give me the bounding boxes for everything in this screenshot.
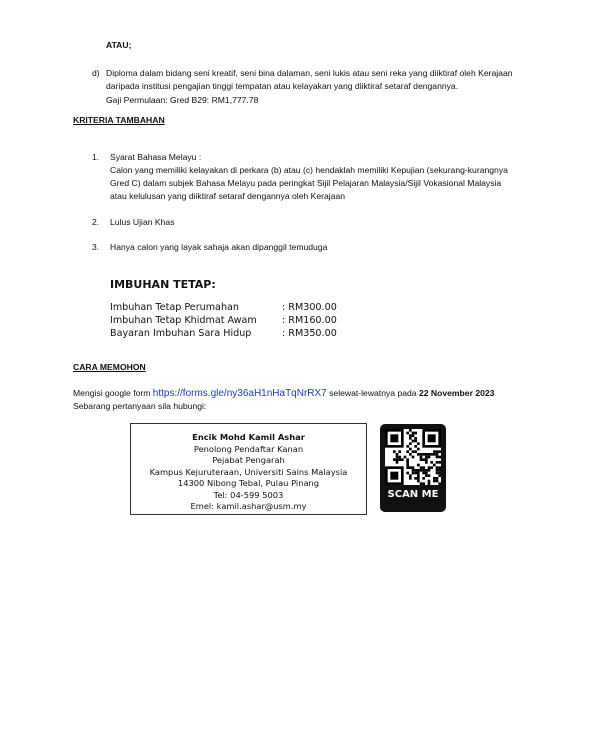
cara-line1 [73, 387, 494, 400]
cara-middle: selewat-lewatnya pada [326, 388, 419, 398]
deadline: 22 November 2023 [418, 388, 495, 398]
contact-line: Penolong Pendaftar Kanan [193, 443, 304, 454]
atau-text: ATAU; [106, 40, 132, 50]
cara-prefix: Mengisi google form [73, 388, 153, 398]
contact-phone: Tel: 04-599 5003 [213, 489, 284, 500]
kriteria-heading: KRITERIA TAMBAHAN [73, 115, 165, 125]
item-d-line: daripada institusi pengajian tinggi tempatan atau kelayakan yang diiktiraf setaraf dengannya. [106, 81, 459, 91]
list-number: 1. [92, 152, 100, 162]
qr-pattern-icon [385, 429, 441, 485]
contact-email[interactable]: Emel: kamil.ashar@usm.my [190, 501, 307, 511]
list-item: Lulus Ujian Khas [110, 217, 175, 227]
cara-heading: CARA MEMOHON [73, 362, 146, 372]
contact-box [130, 423, 367, 515]
list-number: 2. [92, 217, 100, 227]
list-item: Hanya calon yang layak sahaja akan dipanggil temuduga [110, 242, 328, 252]
contact-line: Pejabat Pengarah [212, 455, 285, 465]
list-item: Gred C) dalam subjek Bahasa Melayu pada peringkat Sijil Pelajaran Malaysia/Sijil Vokasional Malaysia [110, 178, 502, 188]
scan-me-label: SCAN ME [387, 489, 439, 500]
list-item: Syarat Bahasa Melayu : [110, 152, 202, 162]
imbuhan-label: Bayaran Imbuhan Sara Hidup [110, 328, 252, 339]
contact-line: 14300 Nibong Tebal, Pulau Pinang [177, 478, 320, 488]
imbuhan-value: : RM350.00 [282, 328, 337, 339]
contact-name: Encik Mohd Kamil Ashar [192, 432, 305, 442]
item-d-salary: Gaji Permulaan: Gred B29: RM1,777.78 [106, 95, 259, 105]
google-form-link[interactable]: https://forms.gle/ny36aH1nHaTqNrRX7 [152, 388, 327, 399]
imbuhan-heading: IMBUHAN TETAP: [110, 278, 216, 291]
imbuhan-label: Imbuhan Tetap Perumahan [110, 302, 239, 313]
item-d-line: Diploma dalam bidang seni kreatif, seni bina dalaman, seni lukis atau seni reka yang diiktiraf oleh Kerajaan [106, 68, 513, 78]
list-item: atau kelulusan yang diiktiraf setaraf dengannya oleh Kerajaan [110, 191, 346, 201]
imbuhan-value: : RM160.00 [282, 315, 337, 326]
list-item: Calon yang memiliki kelayakan di perkara (b) atau (c) hendaklah memiliki Kepujian (sekurang-kurangnya [110, 165, 508, 175]
cara-line2: Sebarang pertanyaan sila hubungi: [73, 401, 207, 411]
item-d-marker: d) [92, 68, 100, 78]
qr-code[interactable] [380, 424, 446, 512]
contact-line: Kampus Kejuruteraan, Universiti Sains Malaysia [149, 466, 348, 477]
list-number: 3. [92, 242, 100, 252]
imbuhan-label: Imbuhan Tetap Khidmat Awam [110, 315, 257, 326]
imbuhan-value: : RM300.00 [282, 302, 337, 313]
